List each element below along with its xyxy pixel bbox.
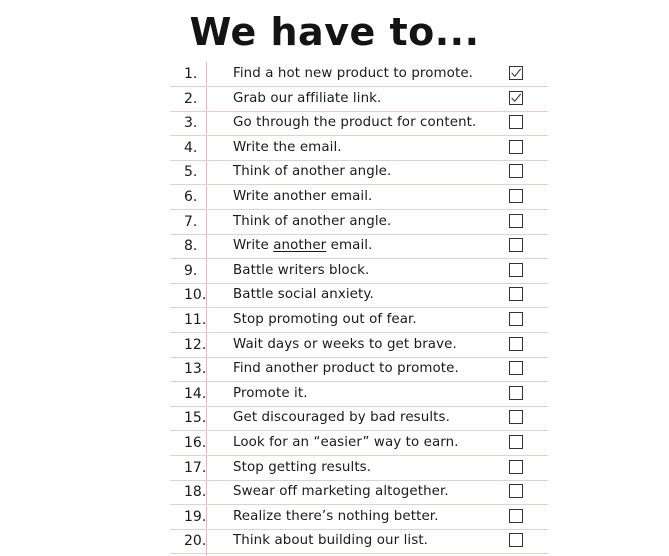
checklist-row xyxy=(170,480,548,505)
item-number: 16. xyxy=(184,435,207,451)
item-text: Think of another angle. xyxy=(233,164,392,180)
checkbox[interactable] xyxy=(509,189,523,203)
checkbox[interactable] xyxy=(509,337,523,351)
checklist-row xyxy=(170,160,548,185)
item-number: 14. xyxy=(184,385,207,402)
item-number: 8. xyxy=(184,238,198,255)
item-number: 17. xyxy=(184,459,207,476)
checklist-row xyxy=(170,62,548,87)
item-number: 18. xyxy=(184,484,207,501)
checkbox[interactable] xyxy=(509,214,523,228)
checklist-row xyxy=(170,185,548,210)
item-text: Find another product to promote. xyxy=(233,361,459,377)
checklist-row xyxy=(170,431,548,456)
item-text: Write the email. xyxy=(233,139,342,155)
checklist-row xyxy=(170,505,548,530)
checklist-row xyxy=(170,283,548,308)
checklist-row xyxy=(170,357,548,382)
checkmark-icon xyxy=(510,67,522,79)
checklist-sheet xyxy=(170,62,548,556)
item-text xyxy=(233,234,372,258)
item-number: 7. xyxy=(184,213,198,230)
item-number: 20. xyxy=(184,533,207,550)
item-number: 2. xyxy=(184,90,198,107)
item-number: 9. xyxy=(184,262,198,279)
checkmark-icon xyxy=(510,92,522,104)
checklist-row xyxy=(170,333,548,358)
item-text: Think of another angle. xyxy=(233,213,392,229)
checkbox[interactable] xyxy=(509,484,523,498)
checklist-row xyxy=(170,529,548,554)
checkbox[interactable] xyxy=(509,410,523,424)
checklist-row xyxy=(170,234,548,259)
checkbox[interactable] xyxy=(509,509,523,523)
item-text: Get discouraged by bad results. xyxy=(233,410,450,426)
checkbox[interactable] xyxy=(509,238,523,252)
item-text: Promote it. xyxy=(233,385,308,401)
item-text: Stop promoting out of fear. xyxy=(233,312,417,327)
checklist-row xyxy=(170,111,548,136)
item-text-before: Write xyxy=(233,238,274,254)
item-number: 19. xyxy=(184,508,207,525)
item-text: Stop getting results. xyxy=(233,459,372,475)
item-number: 11. xyxy=(184,312,207,328)
checkbox[interactable] xyxy=(509,460,523,474)
item-text: Write another email. xyxy=(233,189,373,204)
checklist-row xyxy=(170,456,548,481)
item-number: 13. xyxy=(184,361,207,378)
checklist-row xyxy=(170,308,548,333)
item-text: Grab our affiliate link. xyxy=(233,90,382,106)
item-text: Think about building our list. xyxy=(233,533,429,549)
item-text: Realize there’s nothing better. xyxy=(233,508,439,524)
item-text: Find a hot new product to promote. xyxy=(233,66,474,81)
checkbox[interactable] xyxy=(509,263,523,277)
checklist-row xyxy=(170,87,548,112)
item-number: 4. xyxy=(184,139,198,156)
item-text-after: email. xyxy=(326,238,373,254)
checklist-row xyxy=(170,406,548,431)
item-text: Wait days or weeks to get brave. xyxy=(233,336,457,352)
item-text-emphasis: another xyxy=(273,238,327,254)
checkbox[interactable] xyxy=(509,361,523,375)
checklist-row xyxy=(170,259,548,284)
checkbox[interactable] xyxy=(509,287,523,301)
item-number: 10. xyxy=(184,287,207,304)
checkbox[interactable] xyxy=(509,435,523,449)
checkbox[interactable] xyxy=(509,312,523,326)
item-text: Battle writers block. xyxy=(233,262,370,278)
checkbox-checked[interactable] xyxy=(509,66,523,80)
item-text: Swear off marketing altogether. xyxy=(233,484,449,500)
item-text: Go through the product for content. xyxy=(233,115,477,131)
item-number: 12. xyxy=(184,336,207,353)
checkbox-checked[interactable] xyxy=(509,91,523,105)
item-text: Look for an “easier” way to earn. xyxy=(233,435,459,450)
checkbox[interactable] xyxy=(509,115,523,129)
item-number: 3. xyxy=(184,115,198,132)
item-number: 5. xyxy=(184,164,198,181)
item-text: Battle social anxiety. xyxy=(233,287,374,303)
checklist-row xyxy=(170,382,548,407)
checkbox[interactable] xyxy=(509,140,523,154)
page-title: We have to... xyxy=(189,10,480,54)
item-number: 1. xyxy=(184,66,198,82)
checklist-row xyxy=(170,136,548,161)
checklist-row xyxy=(170,210,548,235)
item-number: 6. xyxy=(184,189,198,205)
item-number: 15. xyxy=(184,410,207,427)
checkbox[interactable] xyxy=(509,164,523,178)
checkbox[interactable] xyxy=(509,533,523,547)
checkbox[interactable] xyxy=(509,386,523,400)
